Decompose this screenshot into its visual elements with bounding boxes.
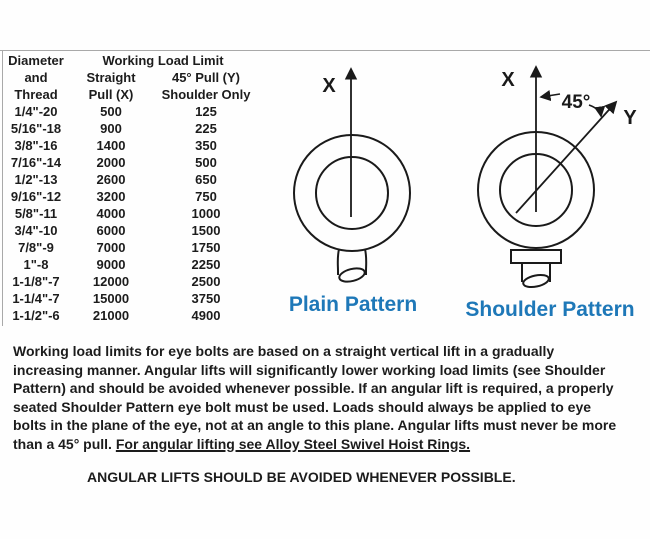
table-cell: 7/16"-14 xyxy=(10,155,62,170)
paragraph-line: Pattern) and should be avoided whenever possible. If an angular lift is required, a properly xyxy=(13,380,614,397)
table-cell: 1750 xyxy=(191,240,221,255)
table-cell: 350 xyxy=(195,138,217,153)
table-cell: 3200 xyxy=(96,189,126,204)
table-cell: 3/4"-10 xyxy=(14,223,58,238)
table-row xyxy=(4,137,258,154)
table-cell: 3750 xyxy=(191,291,221,306)
header-45pull-1: 45° Pull (Y) xyxy=(171,70,241,85)
shoulder-pattern-label: Shoulder Pattern xyxy=(465,298,635,321)
table-cell: 1/4"-20 xyxy=(14,104,58,119)
header-load-limit-title: Working Load Limit xyxy=(102,53,224,68)
header-diameter-3: Thread xyxy=(14,87,58,102)
y-axis-arrow xyxy=(516,102,616,213)
table-cell: 7000 xyxy=(96,240,126,255)
y-axis-label: Y xyxy=(623,107,637,129)
angle-pointer-left-arrow xyxy=(541,94,560,97)
body-paragraph xyxy=(13,342,637,454)
table-cell: 1-1/2"-6 xyxy=(12,308,60,323)
table-row xyxy=(4,256,258,273)
table-cell: 1-1/8"-7 xyxy=(12,274,60,289)
table-cell: 2000 xyxy=(96,155,126,170)
header-straight-1: Straight xyxy=(86,70,136,85)
paragraph-line: Working load limits for eye bolts are based on a straight vertical lift in a gradually xyxy=(13,343,555,359)
table-cell: 3/8"-16 xyxy=(14,138,58,153)
table-cell: 21000 xyxy=(92,308,130,323)
angular-lift-warning: ANGULAR LIFTS SHOULD BE AVOIDED WHENEVER POSSIBLE. xyxy=(87,469,516,485)
table-cell: 5/8"-11 xyxy=(14,206,58,221)
table-cell: 900 xyxy=(100,121,122,136)
table-cell: 12000 xyxy=(92,274,130,289)
table-cell: 9000 xyxy=(96,257,126,272)
angle-value-label: 45° xyxy=(561,92,591,113)
header-straight-2: Pull (X) xyxy=(88,87,134,102)
table-cell: 9/16"-12 xyxy=(10,189,62,204)
table-row xyxy=(4,154,258,171)
wll-table-body xyxy=(4,103,258,324)
table-cell: 500 xyxy=(100,104,122,119)
table-cell: 1400 xyxy=(96,138,126,153)
table-cell: 1-1/4"-7 xyxy=(12,291,60,306)
header-diameter-1: Diameter xyxy=(8,53,64,68)
paragraph-line: increasing manner. Angular lifts will significantly lower working load limits (see Shoulder xyxy=(13,361,606,378)
table-header xyxy=(4,52,258,103)
paragraph-line: bolts in the plane of the eye, not at an angle to this plane. Angular lifts must never be more xyxy=(13,417,617,434)
table-cell: 1000 xyxy=(191,206,221,221)
table-cell: 5/16"-18 xyxy=(10,121,62,136)
table-row xyxy=(4,103,258,120)
table-cell: 1500 xyxy=(191,223,221,238)
x-axis-label: X xyxy=(501,69,515,91)
header-diameter-2: and xyxy=(24,70,48,85)
paragraph-line6-prefix: than a 45° pull. xyxy=(13,435,116,452)
table-cell: 500 xyxy=(195,155,217,170)
shoulder-pattern-diagram xyxy=(450,55,650,305)
table-row xyxy=(4,307,258,324)
eye-bolt-plain-drawing xyxy=(294,135,410,284)
angle-annotation xyxy=(541,92,601,116)
top-divider-line xyxy=(0,50,650,51)
table-row xyxy=(4,222,258,239)
table-cell: 2500 xyxy=(191,274,221,289)
header-45pull-2: Shoulder Only xyxy=(161,87,251,102)
table-left-border xyxy=(2,50,3,326)
table-cell: 1"-8 xyxy=(23,257,49,272)
x-axis-label: X xyxy=(322,75,336,97)
table-cell: 2250 xyxy=(191,257,221,272)
plain-pattern-label: Plain Pattern xyxy=(288,293,418,316)
paragraph-line: seated Shoulder Pattern eye bolt must be used. Loads should always be applied to eye xyxy=(13,398,592,415)
angle-pointer-right-arrow xyxy=(589,105,601,116)
table-cell: 4000 xyxy=(96,206,126,221)
table-cell: 750 xyxy=(195,189,217,204)
table-row xyxy=(4,239,258,256)
table-cell: 15000 xyxy=(92,291,130,306)
working-load-limit-table xyxy=(4,52,258,324)
table-cell: 6000 xyxy=(96,223,126,238)
table-row xyxy=(4,273,258,290)
swivel-hoist-rings-link[interactable]: For angular lifting see Alloy Steel Swivel Hoist Rings. xyxy=(115,435,471,452)
table-cell: 225 xyxy=(195,121,217,136)
table-row xyxy=(4,290,258,307)
table-row xyxy=(4,120,258,137)
paragraph-line xyxy=(13,435,637,454)
table-cell: 650 xyxy=(195,172,217,187)
table-cell: 1/2"-13 xyxy=(14,172,58,187)
table-row xyxy=(4,171,258,188)
table-cell: 4900 xyxy=(191,308,221,323)
plain-pattern-diagram xyxy=(280,55,430,305)
table-cell: 7/8"-9 xyxy=(18,240,54,255)
table-row xyxy=(4,188,258,205)
table-cell: 125 xyxy=(195,104,217,119)
table-cell: 2600 xyxy=(96,172,126,187)
table-row xyxy=(4,205,258,222)
